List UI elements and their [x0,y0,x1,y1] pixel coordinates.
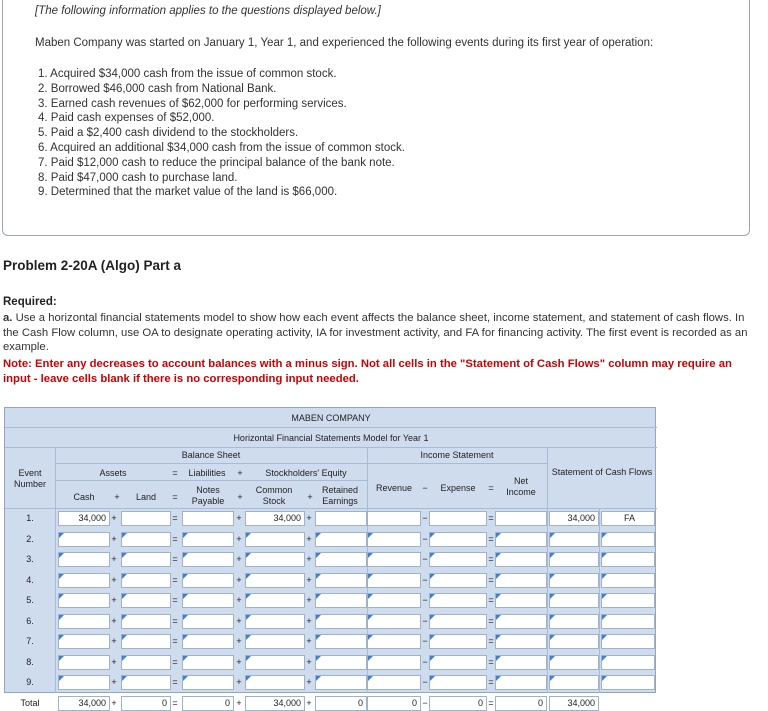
note-text: Note: Enter any decreases to account balances with a minus sign. Not all cells in the "Statement of Cash Flows" column may require an input - leave cells blank if there is no corresponding input needed. [3,358,732,385]
intro-text: [The following information applies to the questions displayed below.] [35,5,381,17]
expense-input[interactable] [429,593,487,608]
net-income-input [495,511,547,526]
retained-earnings-input[interactable] [315,675,367,690]
plus-sign: + [111,615,117,626]
common-stock-input[interactable] [245,614,305,629]
equals-sign: = [172,697,178,708]
plus-sign: + [236,533,242,544]
expense-input[interactable] [429,614,487,629]
equals-sign: = [172,595,178,605]
land-input[interactable] [121,675,171,690]
plus-sign: + [111,574,117,585]
land-input[interactable] [121,634,171,649]
retained-earnings-input[interactable] [315,593,367,608]
model-title: Horizontal Financial Statements Model for Year 1 [233,433,429,443]
event-number: 6. [26,615,34,626]
event-item: 8. Paid $47,000 cash to purchase land. [38,171,238,184]
cash-flow-activity-select[interactable] [601,593,655,608]
net-income-header: Net Income [506,476,536,497]
equals-sign: = [172,492,178,502]
company-name: MABEN COMPANY [291,413,371,423]
statement-cash-flows-header: Statement of Cash Flows [551,467,653,477]
land-input[interactable] [121,614,171,629]
cash-flow-amount-input[interactable] [549,614,599,629]
cash-input[interactable] [58,593,110,608]
notes-payable-input[interactable] [182,675,234,690]
plus-sign: + [111,554,117,564]
land-input[interactable] [121,532,171,547]
event-item: 6. Acquired an additional $34,000 cash from the issue of common stock. [38,141,405,154]
equals-sign: = [172,468,178,478]
cash-flow-amount-input: 34,000 [549,696,599,711]
notes-payable-input[interactable] [182,532,234,547]
company-description: Maben Company was started on January 1, Year 1, and experienced the following events during its first year of operation: [35,37,654,49]
net-income-input[interactable] [495,655,547,670]
financial-model-table [4,407,656,708]
event-item: 2. Borrowed $46,000 cash from National Bank. [38,82,277,95]
plus-sign: + [111,656,117,667]
expense-input[interactable] [429,532,487,547]
revenue-input[interactable] [367,552,421,567]
common-stock-input[interactable] [245,593,305,608]
notes-payable-input[interactable] [182,593,234,608]
cash-input[interactable] [58,634,110,649]
plus-sign: + [111,677,117,687]
plus-sign: + [236,554,242,564]
cash-flow-amount-input[interactable] [549,675,599,690]
cash-flow-amount-input: 34,000 [549,511,599,526]
cash-flow-activity-select[interactable] [601,655,655,670]
expense-input[interactable] [429,634,487,649]
expense-input [429,511,487,526]
cash-flow-activity-select[interactable] [601,614,655,629]
cash-flow-amount-input[interactable] [549,573,599,588]
required-label: Required: [3,296,57,308]
common-stock-input: 34,000 [245,511,305,526]
net-income-input[interactable] [495,593,547,608]
net-income-input[interactable] [495,675,547,690]
balance-sheet-header: Balance Sheet [181,450,241,460]
revenue-header: Revenue [375,483,413,493]
minus-sign: − [422,677,428,687]
notes-payable-input[interactable] [182,614,234,629]
equals-sign: = [488,513,494,523]
cash-input[interactable] [58,532,110,547]
event-item: 5. Paid a $2,400 cash dividend to the stockholders. [38,127,299,140]
equals-sign: = [488,574,494,585]
net-income-input[interactable] [495,532,547,547]
plus-sign: + [236,615,242,626]
revenue-input: 0 [367,696,421,711]
net-income-input[interactable] [495,614,547,629]
equals-sign: = [488,554,494,564]
notes-payable-input: 0 [182,696,234,711]
notes-payable-input[interactable] [182,573,234,588]
event-item: 4. Paid cash expenses of $52,000. [38,112,215,125]
cash-input[interactable] [58,573,110,588]
retained-earnings-input[interactable] [315,573,367,588]
notes-payable-input [182,511,234,526]
equals-sign: = [488,595,494,605]
event-number: 7. [26,636,34,646]
plus-sign: + [307,492,313,502]
land-input[interactable] [121,593,171,608]
cash-flow-amount-input[interactable] [549,593,599,608]
plus-sign: + [306,677,312,687]
events-list [38,67,405,200]
plus-sign: + [306,697,312,708]
minus-sign: − [422,554,428,564]
plus-sign: + [306,636,312,646]
expense-input[interactable] [429,675,487,690]
notes-payable-header: Notes Payable [191,485,225,506]
equals-sign: = [172,533,178,544]
liabilities-header: Liabilities [188,468,226,478]
minus-sign: − [422,636,428,646]
cash-flow-activity-select[interactable] [601,532,655,547]
revenue-input[interactable] [367,573,421,588]
cash-input[interactable] [58,655,110,670]
problem-title: Problem 2-20A (Algo) Part a [3,258,182,273]
common-stock-input[interactable] [245,634,305,649]
minus-sign: − [422,533,428,544]
retained-earnings-input[interactable] [315,552,367,567]
expense-input: 0 [429,696,487,711]
retained-earnings-input [315,511,367,526]
cash-input[interactable] [58,675,110,690]
event-item: 9. Determined that the market value of the land is $66,000. [38,186,338,199]
plus-sign: + [236,656,242,667]
common-stock-input[interactable] [245,573,305,588]
expense-input[interactable] [429,655,487,670]
required-text [3,311,755,355]
equals-sign: = [488,615,494,626]
cash-flow-activity-select[interactable] [601,573,655,588]
minus-sign: − [422,574,428,585]
notes-payable-input[interactable] [182,634,234,649]
plus-sign: + [306,554,312,564]
event-item: 1. Acquired $34,000 cash from the issue of common stock. [38,68,337,80]
stockholders-equity-header: Stockholders' Equity [265,468,347,478]
land-input[interactable] [121,655,171,670]
required-instructions: Use a horizontal financial statements model to show how each event affects the balance sheet, income statement, and statement of cash flows. In the Cash Flow column, use OA to designate operating activity, IA for investment activity, and FA for financing activity. The first event is recorded as an example. [3,312,748,353]
plus-sign: + [114,492,120,502]
plus-sign: + [237,492,243,502]
plus-sign: + [306,615,312,626]
equals-sign: = [488,533,494,544]
event-number: 3. [26,554,34,564]
plus-sign: + [236,636,242,646]
cash-flow-amount-input[interactable] [549,552,599,567]
cash-input: 34,000 [58,511,110,526]
revenue-input[interactable] [367,532,421,547]
net-income-input[interactable] [495,552,547,567]
revenue-input[interactable] [367,614,421,629]
cash-header: Cash [73,492,95,502]
retained-earnings-input[interactable] [315,634,367,649]
plus-sign: + [236,513,242,523]
notes-payable-input[interactable] [182,552,234,567]
cash-flow-activity-select[interactable] [601,634,655,649]
equals-sign: = [172,574,178,585]
income-statement-header: Income Statement [420,450,494,460]
event-number: 9. [26,677,34,687]
minus-sign: − [422,595,428,605]
land-header: Land [135,492,157,502]
equals-sign: = [488,697,494,708]
expense-input[interactable] [429,573,487,588]
cash-flow-activity-select[interactable] [601,552,655,567]
expense-input[interactable] [429,552,487,567]
plus-sign: + [306,595,312,605]
equals-sign: = [172,615,178,626]
land-input: 0 [121,696,171,711]
equals-sign: = [488,656,494,667]
plus-sign: + [111,697,117,708]
equals-sign: = [488,677,494,687]
event-item: 3. Earned cash revenues of $62,000 for performing services. [38,97,347,110]
event-number: 4. [26,574,34,585]
part-letter: a. [3,312,13,324]
revenue-input[interactable] [367,634,421,649]
event-number-header: Event Number [13,468,46,489]
equals-sign: = [172,554,178,564]
common-stock-input[interactable] [245,552,305,567]
revenue-input[interactable] [367,655,421,670]
event-number: 1. [26,513,34,523]
cash-flow-amount-input[interactable] [549,655,599,670]
land-input[interactable] [121,552,171,567]
plus-sign: + [236,677,242,687]
equals-sign: = [488,483,494,493]
land-input [121,511,171,526]
event-number: 5. [26,595,34,605]
equals-sign: = [488,636,494,646]
plus-sign: + [306,533,312,544]
retained-earnings-input[interactable] [315,614,367,629]
cash-input[interactable] [58,552,110,567]
notes-payable-input[interactable] [182,655,234,670]
minus-sign: − [422,697,428,708]
revenue-input[interactable] [367,593,421,608]
retained-earnings-input[interactable] [315,655,367,670]
equals-sign: = [172,656,178,667]
cash-flow-activity-select: FA [601,511,655,526]
plus-sign: + [306,656,312,667]
plus-sign: + [111,595,117,605]
equals-sign: = [172,513,178,523]
plus-sign: + [236,574,242,585]
plus-sign: + [306,574,312,585]
minus-sign: − [422,483,428,493]
revenue-input [367,511,421,526]
common-stock-input: 34,000 [245,696,305,711]
cash-flow-amount-input[interactable] [549,532,599,547]
common-stock-input[interactable] [245,675,305,690]
cash-flow-activity-select[interactable] [601,675,655,690]
land-input[interactable] [121,573,171,588]
minus-sign: − [422,656,428,667]
plus-sign: + [236,595,242,605]
event-number: 8. [26,656,34,667]
cash-flow-amount-input[interactable] [549,634,599,649]
event-number: Total [20,697,40,708]
equals-sign: = [172,677,178,687]
plus-sign: + [237,468,243,478]
net-income-input: 0 [495,696,547,711]
common-stock-input[interactable] [245,655,305,670]
revenue-input[interactable] [367,675,421,690]
minus-sign: − [422,513,428,523]
common-stock-header: Common Stock [255,485,293,506]
expense-header: Expense [440,483,476,493]
common-stock-input[interactable] [245,532,305,547]
cash-input[interactable] [58,614,110,629]
plus-sign: + [236,697,242,708]
retained-earnings-input[interactable] [315,532,367,547]
plus-sign: + [306,513,312,523]
minus-sign: − [422,615,428,626]
cash-input: 34,000 [58,696,110,711]
retained-earnings-input: 0 [315,696,367,711]
event-number: 2. [26,533,34,544]
retained-earnings-header: Retained Earnings [321,485,359,506]
plus-sign: + [111,513,117,523]
assets-header: Assets [99,468,127,478]
net-income-input[interactable] [495,634,547,649]
plus-sign: + [111,533,117,544]
net-income-input[interactable] [495,573,547,588]
plus-sign: + [111,636,117,646]
equals-sign: = [172,636,178,646]
event-item: 7. Paid $12,000 cash to reduce the principal balance of the bank note. [38,156,395,169]
